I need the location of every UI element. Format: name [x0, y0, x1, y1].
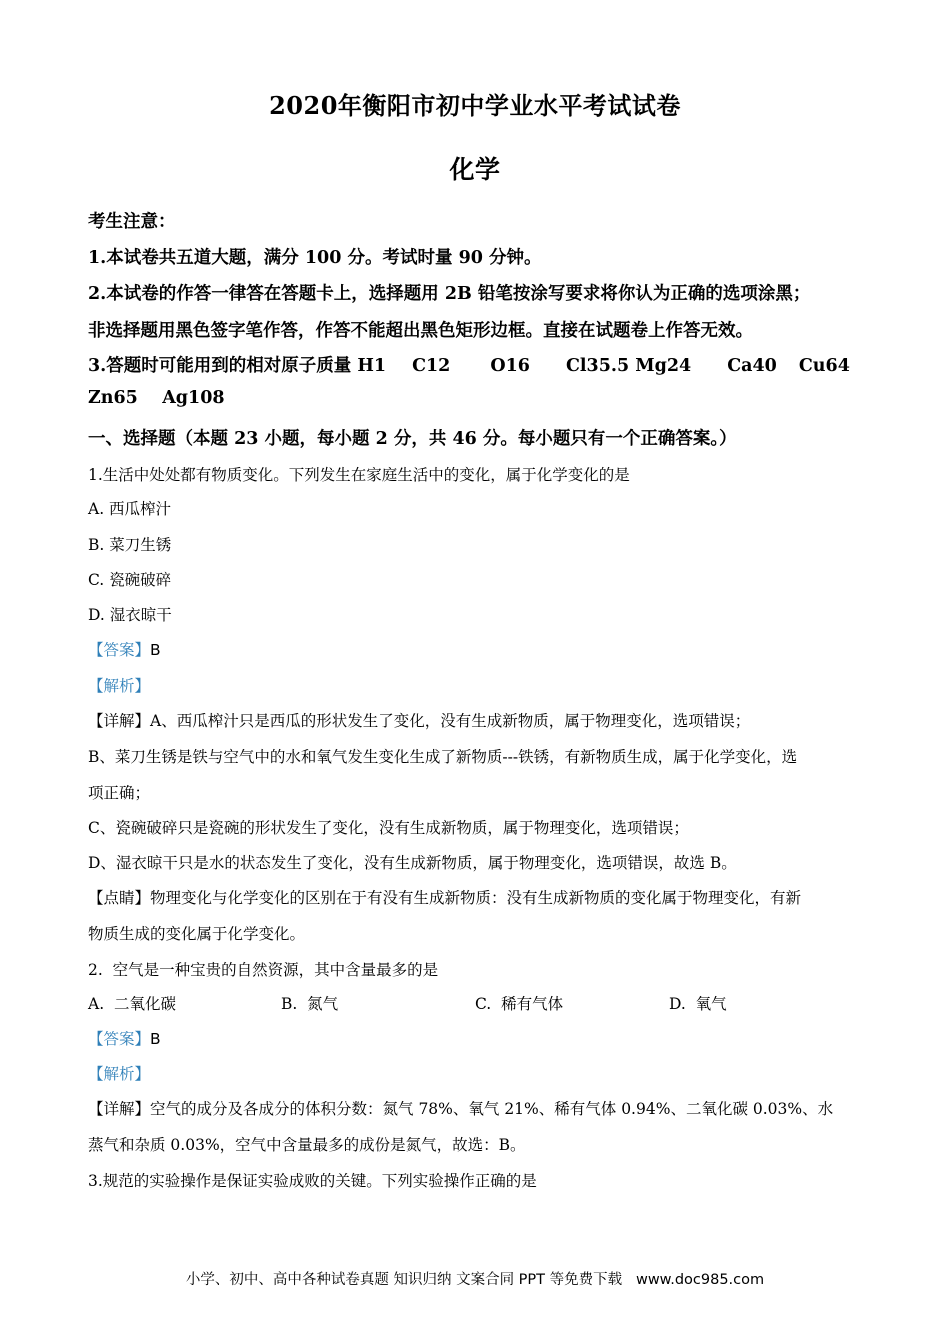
question-2-option-a: A. 二氧化碳: [88, 995, 176, 1013]
question-1-stem: 1.生活中处处都有物质变化。下列发生在家庭生活中的变化，属于化学变化的是: [88, 466, 630, 484]
detail-text: 空气的成分及各成分的体积分数：氮气 78%、氧气 21%、稀有气体 0.94%、二氧化碳 0.03%、水: [150, 1100, 834, 1118]
atomic-mass-c: C12: [412, 356, 451, 376]
question-1-detail-1: [88, 709, 750, 731]
question-1-option-a: A. 西瓜榨汁: [88, 500, 172, 518]
question-3-stem: 3.规范的实验操作是保证实验成败的关键。下列实验操作正确的是: [88, 1172, 537, 1190]
page-footer: 小学、初中、高中各种试卷真题 知识归纳 文案合同 PPT 等免费下载 www.doc985.com: [185, 1272, 765, 1288]
comment-tag: 【点睛】: [88, 889, 151, 907]
question-1-analysis-tag: 【解析】: [88, 677, 151, 695]
exam-title: 2020年衡阳市初中学业水平考试试卷: [269, 91, 681, 120]
question-2-stem: 2. 空气是一种宝贵的自然资源，其中含量最多的是: [88, 961, 439, 979]
question-2-answer: [88, 1027, 161, 1049]
question-1-detail-2-line-1: B、菜刀生锈是铁与空气中的水和氧气发生变化生成了新物质---铁锈，有新物质生成，属于化学变化，选: [88, 748, 798, 766]
notice-heading: 考生注意：: [88, 212, 176, 232]
question-1-comment-line-2: 物质生成的变化属于化学变化。: [88, 925, 306, 943]
detail-tag: 【详解】: [88, 1100, 151, 1118]
question-2-detail-line-1: [88, 1097, 833, 1119]
atomic-mass-o: O16: [490, 356, 530, 376]
notice-item-3-line-2: Zn65 Ag108: [88, 388, 225, 408]
notice-item-2-line-1: 2.本试卷的作答一律答在答题卡上，选择题用 2B 铅笔按涂写要求将你认为正确的选项涂黑；: [88, 284, 811, 304]
section-1-heading: 一、选择题（本题 23 小题，每小题 2 分，共 46 分。每小题只有一个正确答案。）: [88, 429, 737, 449]
question-2-option-d: D. 氧气: [669, 995, 727, 1013]
question-1-option-d: D. 湿衣晾干: [88, 606, 172, 624]
notice-item-3-prefix: 3.答题时可能用到的相对原子质量 H1: [88, 356, 387, 376]
question-1-option-c: C. 瓷碗破碎: [88, 571, 172, 589]
question-2-option-b: B. 氮气: [281, 995, 339, 1013]
question-1-option-b: B. 菜刀生锈: [88, 536, 172, 554]
detail-text: A、西瓜榨汁只是西瓜的形状发生了变化，没有生成新物质，属于物理变化，选项错误；: [150, 712, 751, 730]
comment-text: 物理变化与化学变化的区别在于有没有生成新物质：没有生成新物质的变化属于物理变化，有新: [150, 889, 802, 907]
detail-tag: 【详解】: [88, 712, 151, 730]
question-1-comment-line-1: [88, 886, 801, 908]
answer-tag: 【答案】: [88, 1030, 151, 1048]
question-1-detail-4: D、湿衣晾干只是水的状态发生了变化，没有生成新物质，属于物理变化，选项错误，故选 B。: [88, 854, 737, 872]
atomic-mass-cu: Cu64: [798, 356, 850, 376]
atomic-mass-cl-mg: Cl35.5 Mg24: [565, 356, 692, 376]
notice-item-1: 1.本试卷共五道大题，满分 100 分。考试时量 90 分钟。: [88, 248, 542, 268]
answer-value: B: [150, 1030, 161, 1048]
answer-tag: 【答案】: [88, 641, 151, 659]
subject-title: 化学: [449, 155, 501, 184]
answer-value: B: [150, 641, 161, 659]
question-1-detail-2-line-2: 项正确；: [88, 784, 151, 802]
notice-item-3-line-1: [88, 352, 850, 377]
notice-item-2-line-2: 非选择题用黑色签字笔作答，作答不能超出黑色矩形边框。直接在试题卷上作答无效。: [88, 321, 753, 341]
question-1-answer: [88, 638, 161, 660]
question-1-detail-3: C、瓷碗破碎只是瓷碗的形状发生了变化，没有生成新物质，属于物理变化，选项错误；: [88, 819, 689, 837]
question-2-analysis-tag: 【解析】: [88, 1065, 151, 1083]
atomic-mass-ca: Ca40: [727, 356, 777, 376]
question-2-detail-line-2: 蒸气和杂质 0.03%，空气中含量最多的成份是氮气，故选：B。: [88, 1136, 526, 1154]
question-2-option-c: C. 稀有气体: [475, 995, 564, 1013]
